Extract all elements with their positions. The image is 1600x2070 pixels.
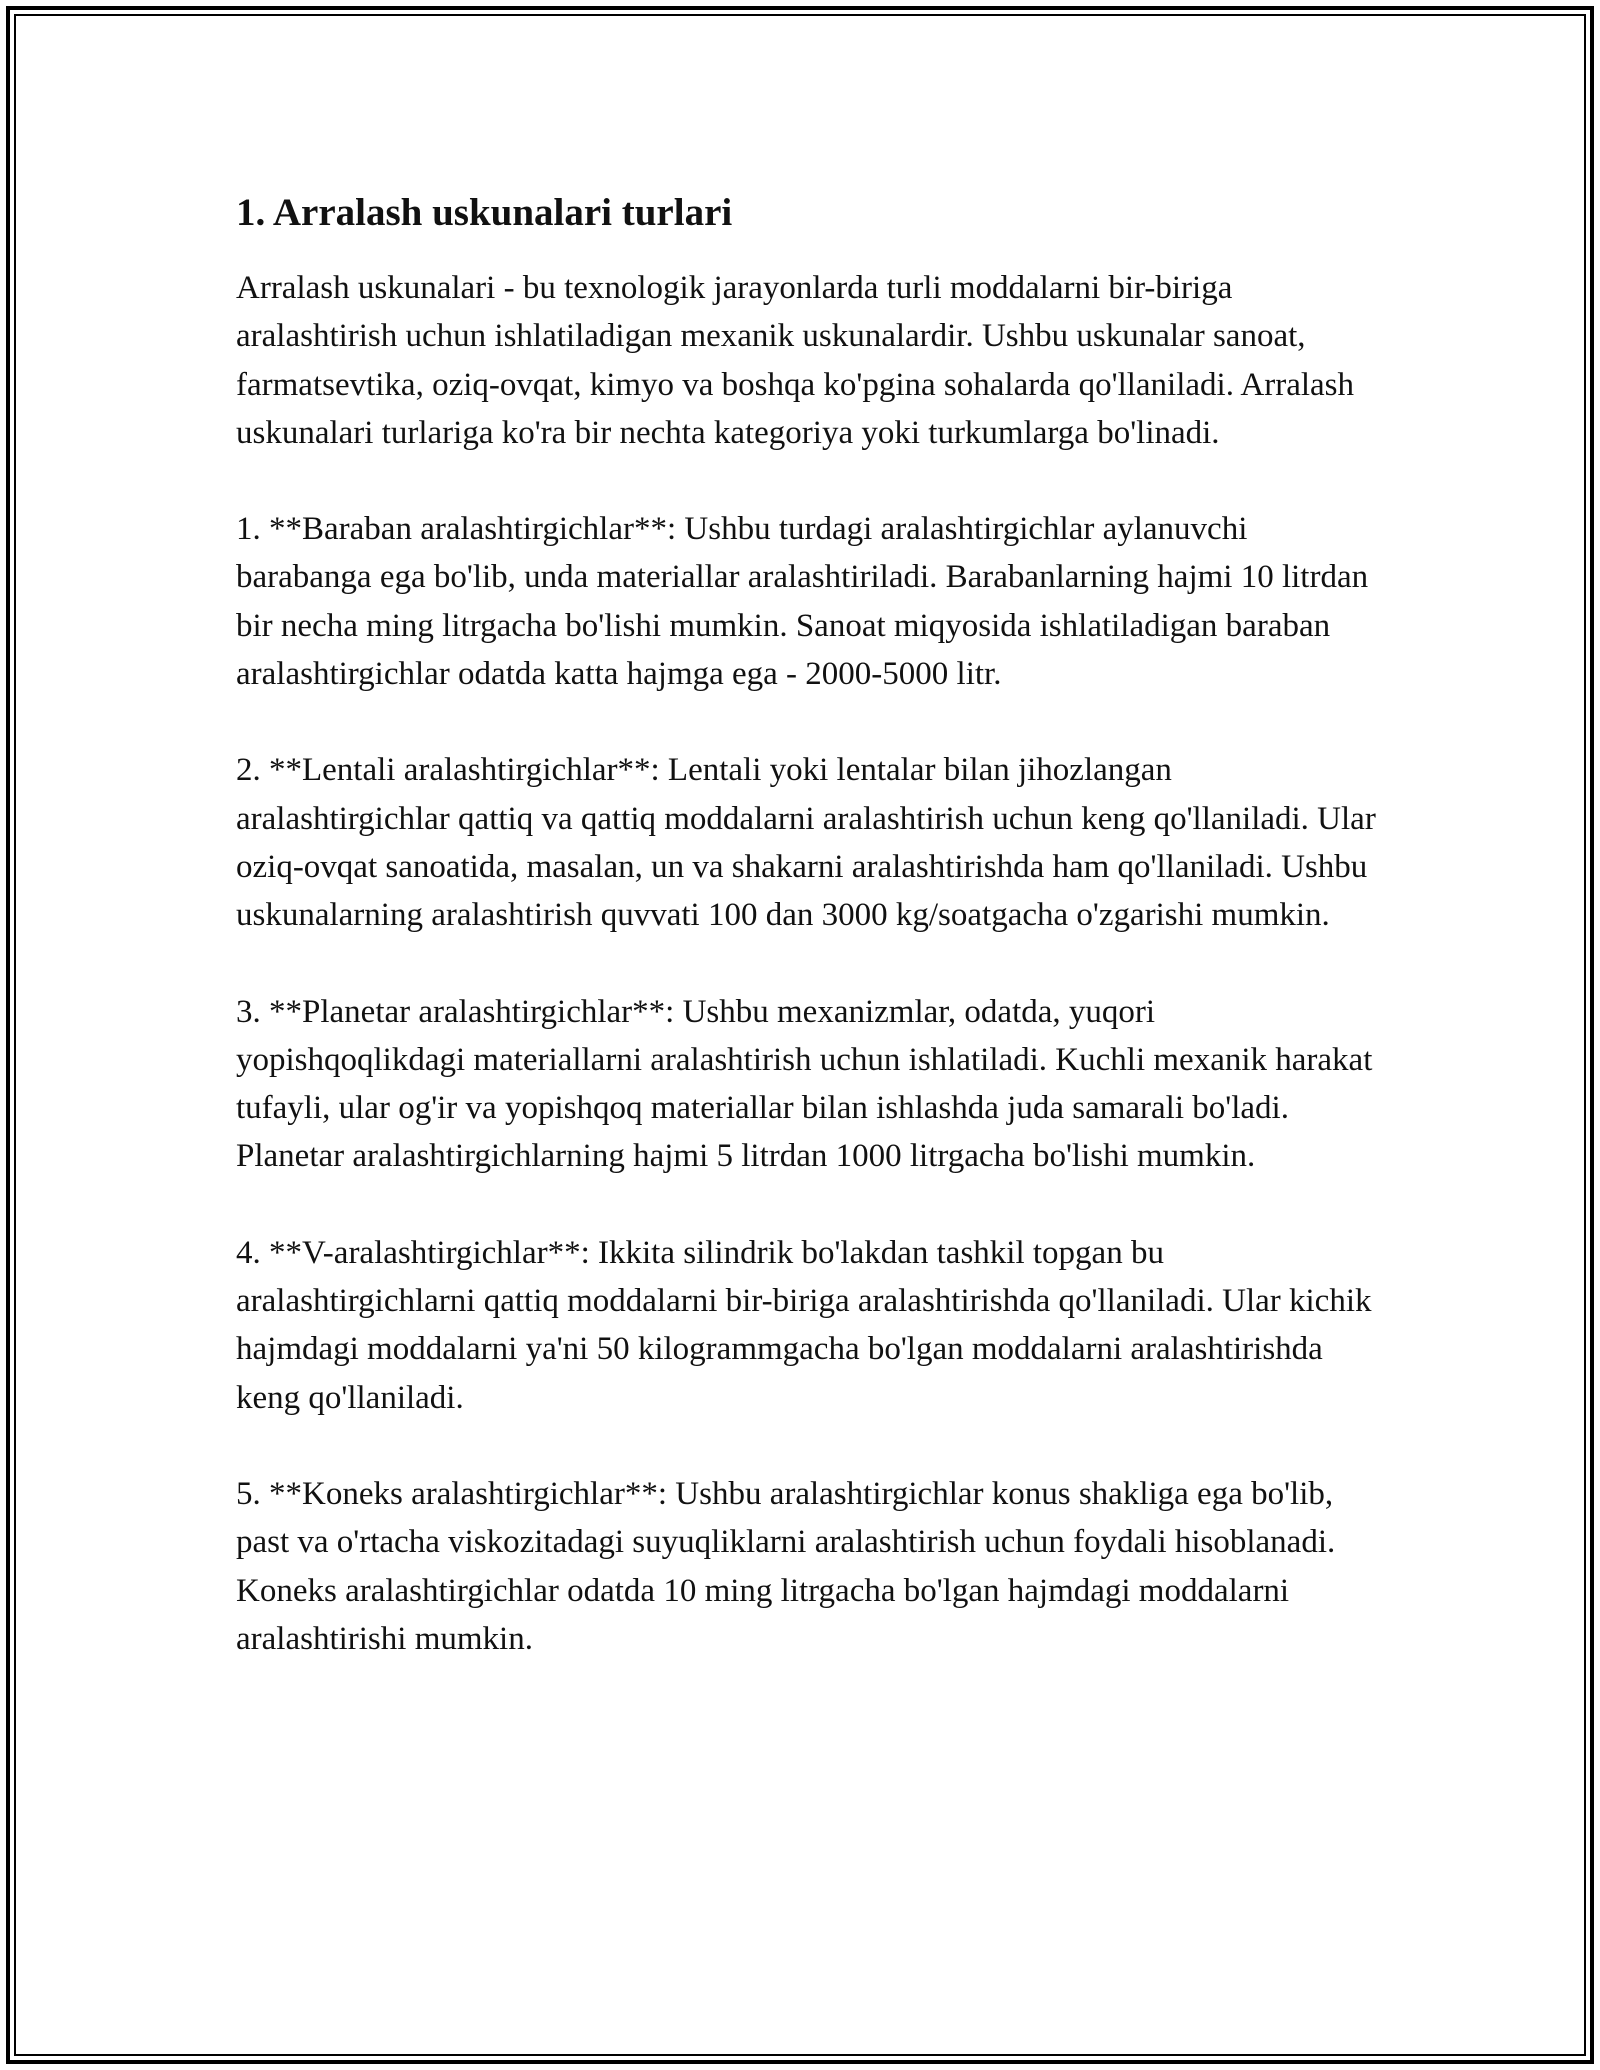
- list-item-planetar: 3. **Planetar aralashtirgichlar**: Ushbu mexanizmlar, odatda, yuqori yopishqoqlikdagi materiallarni aralashtirish uchun ishlatiladi. Kuchli mexanik harakat tufayli, ular og'ir va yopishqoq materiallar bilan ishlashda juda samarali bo'ladi. Planetar aralashtirgichlarning hajmi 5 litrdan 1000 litrgacha bo'lishi mumkin.: [236, 993, 1373, 1175]
- list-item-baraban: 1. **Baraban aralashtirgichlar**: Ushbu turdagi aralashtirgichlar aylanuvchi barabanga ega bo'lib, unda materiallar aralashtiriladi. Barabanlarning hajmi 10 litrdan bir necha ming litrgacha bo'lishi mumkin. Sanoat miqyosida ishlatiladigan baraban aralashtirgichlar odatda katta hajmga ega - 2000-5000 litr.: [236, 511, 1369, 693]
- list-item-lentali: 2. **Lentali aralashtirgichlar**: Lentali yoki lentalar bilan jihozlangan aralashtirgichlar qattiq va qattiq moddalarni aralashtirish uchun keng qo'llaniladi. Ular oziq-ovqat sanoatida, masalan, un va shakarni aralashtirishda ham qo'llaniladi. Ushbu uskunalarning aralashtirish quvvati 100 dan 3000 kg/soatgacha o'zgarishi mumkin.: [236, 752, 1376, 934]
- list-item-v-aralashtirgich: 4. **V-aralashtirgichlar**: Ikkita silindrik bo'lakdan tashkil topgan bu aralashtirgichlarni qattiq moddalarni bir-biriga aralashtirishda qo'llaniladi. Ular kichik hajmdagi moddalarni ya'ni 50 kilogrammgacha bo'lgan moddalarni aralashtirishda keng qo'llaniladi.: [236, 1234, 1372, 1416]
- document-body: [236, 186, 1376, 1711]
- section-title: 1. Arralash uskunalari turlari: [236, 191, 733, 234]
- intro-paragraph: Arralash uskunalari - bu texnologik jarayonlarda turli moddalarni bir-biriga aralashtirish uchun ishlatiladigan mexanik uskunalardir. Ushbu uskunalar sanoat, farmatsevtika, oziq-ovqat, kimyo va boshqa ko'pgina sohalarda qo'llaniladi. Arralash uskunalari turlariga ko'ra bir nechta kategoriya yoki turkumlarga bo'linadi.: [236, 270, 1355, 451]
- list-item-koneks: 5. **Koneks aralashtirgichlar**: Ushbu aralashtirgichlar konus shakliga ega bo'lib, past va o'rtacha viskozitadagi suyuqliklarni aralashtirish uchun foydali hisoblanadi. Koneks aralashtirgichlar odatda 10 ming litrgacha bo'lgan hajmdagi moddalarni aralashtirishi mumkin.: [236, 1475, 1336, 1657]
